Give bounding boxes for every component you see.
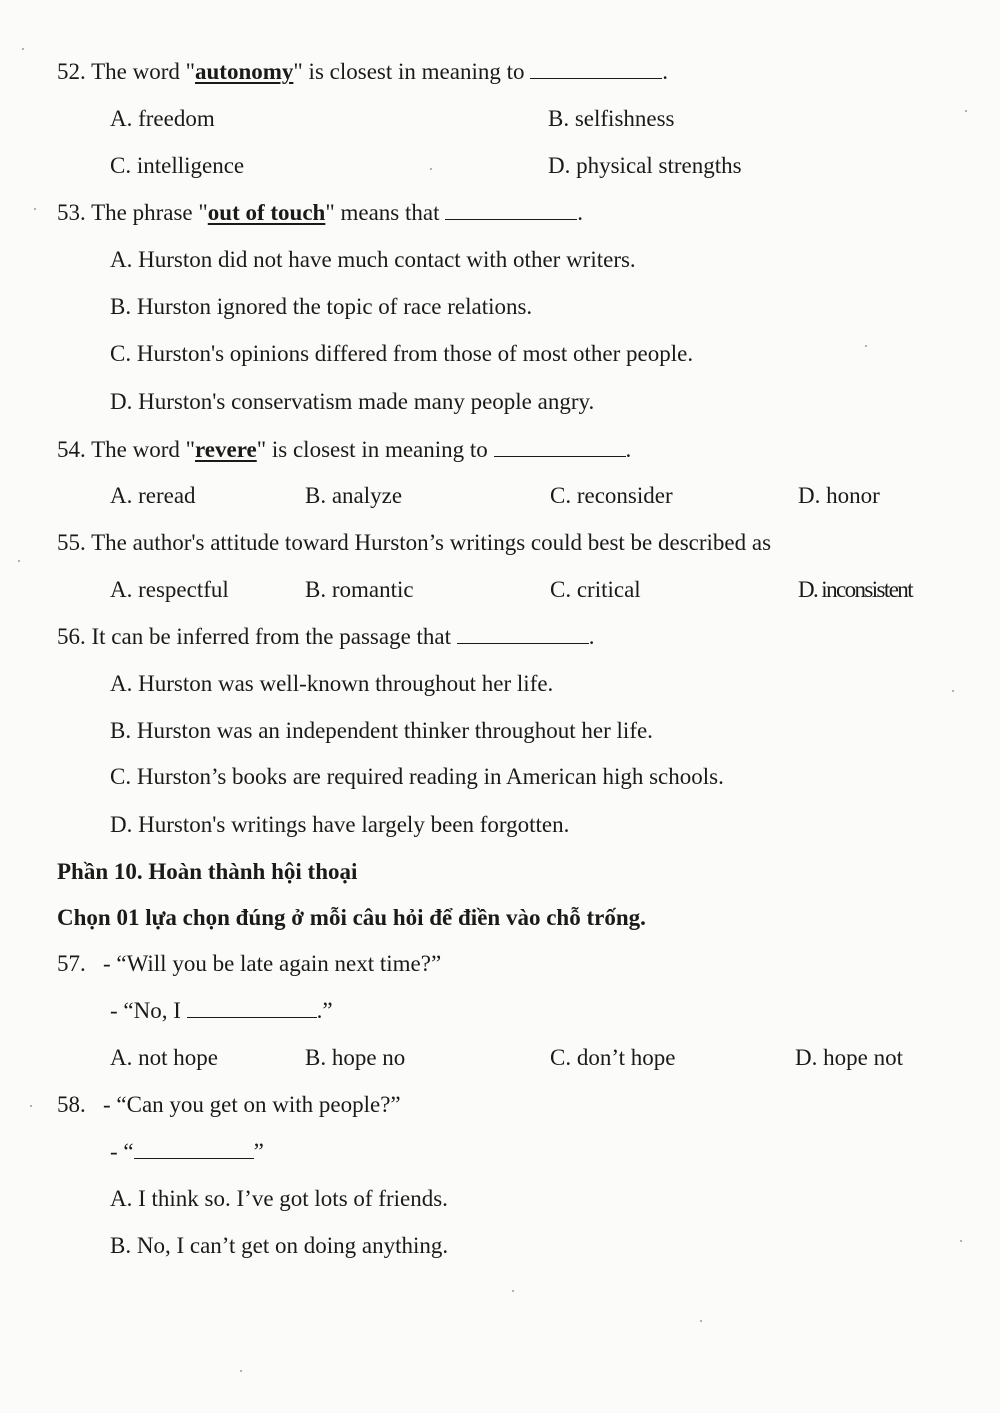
option-a: A. freedom — [110, 106, 215, 131]
section-title: Phần 10. Hoàn thành hội thoại — [57, 859, 358, 884]
question-stem-pre: The phrase " — [91, 200, 208, 225]
question-stem: The author's attitude toward Hurston’s writings could best be described as — [91, 530, 772, 555]
dialogue-reply — [110, 997, 333, 1025]
option-d: D. honor — [798, 483, 880, 508]
option-a: A. not hope — [110, 1045, 218, 1070]
dialogue-reply — [110, 1138, 264, 1166]
question-stem-post: " is closest in meaning to — [293, 59, 525, 84]
option-c: C. Hurston’s books are required reading in American high schools. — [110, 764, 724, 789]
option-a: A. I think so. I’ve got lots of friends. — [110, 1186, 448, 1211]
option-d: D. Hurston's conservatism made many people angry. — [110, 389, 595, 414]
question-end: . — [662, 59, 668, 84]
question-55 — [57, 529, 771, 557]
question-stem-pre: The word " — [91, 437, 196, 462]
question-56 — [57, 623, 595, 651]
section-instruction: Chọn 01 lựa chọn đúng ở mỗi câu hỏi để điền vào chỗ trống. — [57, 905, 646, 930]
question-number: 54. — [57, 437, 86, 462]
question-number: 53. — [57, 200, 86, 225]
option-a: A. respectful — [110, 577, 229, 602]
question-57 — [57, 950, 441, 978]
key-phrase: out of touch — [207, 200, 326, 225]
option-d: D. physical strengths — [548, 153, 742, 178]
option-a: A. Hurston did not have much contact with other writers. — [110, 247, 636, 272]
question-number: 57. — [57, 951, 86, 976]
dialogue-prompt: - “Can you get on with people?” — [103, 1092, 401, 1117]
dialogue-prompt: - “Will you be late again next time?” — [103, 951, 442, 976]
option-b: B. Hurston ignored the topic of race relations. — [110, 294, 533, 319]
question-stem-post: " means that — [325, 200, 440, 225]
question-number: 56. — [57, 624, 86, 649]
question-end: . — [625, 437, 632, 462]
answer-blank — [134, 1140, 254, 1159]
option-d: D. hope not — [795, 1045, 903, 1070]
option-c: C. intelligence — [110, 153, 245, 178]
question-stem-pre: The word " — [91, 59, 196, 84]
reply-pre: - “No, I — [110, 998, 181, 1023]
option-a: A. Hurston was well-known throughout her life. — [110, 671, 554, 696]
reply-post: ” — [253, 1139, 264, 1164]
question-number: 52. — [57, 59, 86, 84]
question-53 — [57, 199, 583, 227]
option-b: B. analyze — [305, 483, 403, 508]
option-b: B. selfishness — [548, 106, 675, 131]
question-54 — [57, 436, 631, 464]
option-d: D. inconsistent — [798, 577, 912, 602]
answer-blank — [494, 438, 626, 457]
answer-blank — [445, 201, 577, 220]
option-b: B. romantic — [305, 577, 414, 602]
option-c: C. critical — [550, 577, 641, 602]
question-52 — [57, 58, 668, 86]
option-c: C. reconsider — [550, 483, 673, 508]
key-word: autonomy — [195, 59, 294, 84]
option-d: D. Hurston's writings have largely been forgotten. — [110, 812, 570, 837]
option-a: A. reread — [110, 483, 196, 508]
question-stem: It can be inferred from the passage that — [91, 624, 452, 649]
option-b: B. Hurston was an independent thinker throughout her life. — [110, 718, 653, 743]
question-number: 55. — [57, 530, 86, 555]
question-number: 58. — [57, 1092, 86, 1117]
key-word: revere — [195, 437, 257, 462]
answer-blank — [187, 999, 317, 1018]
reply-post: .” — [316, 998, 333, 1023]
answer-blank — [530, 60, 662, 79]
answer-blank — [457, 625, 589, 644]
question-end: . — [588, 624, 595, 649]
option-b: B. hope no — [305, 1045, 406, 1070]
option-c: C. Hurston's opinions differed from those of most other people. — [110, 341, 694, 366]
option-b: B. No, I can’t get on doing anything. — [110, 1233, 449, 1258]
option-c: C. don’t hope — [550, 1045, 676, 1070]
question-end: . — [577, 200, 583, 225]
reply-pre: - “ — [110, 1139, 134, 1164]
question-58 — [57, 1091, 401, 1119]
question-stem-post: " is closest in meaning to — [256, 437, 488, 462]
